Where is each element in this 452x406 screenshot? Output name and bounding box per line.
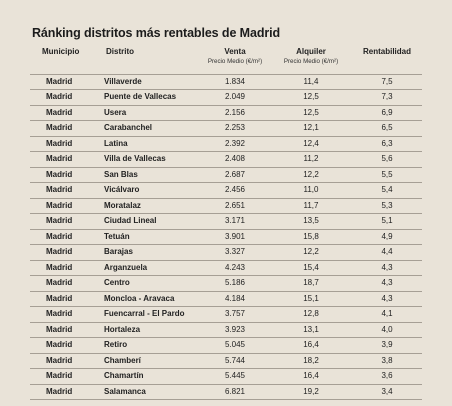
cell-rentabilidad: 3,4 xyxy=(352,384,422,400)
cell-alquiler: 12,8 xyxy=(270,307,352,323)
cell-venta: 5.186 xyxy=(200,276,270,292)
cell-rentabilidad: 4,3 xyxy=(352,276,422,292)
header-venta-sub: Precio Medio (€/m²) xyxy=(207,58,263,65)
ranking-table xyxy=(30,46,422,400)
cell-municipio: Madrid xyxy=(30,369,102,385)
table-row xyxy=(30,152,422,168)
cell-rentabilidad: 6,5 xyxy=(352,121,422,137)
cell-distrito: Centro xyxy=(102,276,200,292)
cell-municipio: Madrid xyxy=(30,183,102,199)
cell-venta: 2.392 xyxy=(200,136,270,152)
cell-rentabilidad: 4,0 xyxy=(352,322,422,338)
cell-distrito: San Blas xyxy=(102,167,200,183)
cell-distrito: Salamanca xyxy=(102,384,200,400)
cell-distrito: Chamartín xyxy=(102,369,200,385)
cell-distrito: Usera xyxy=(102,105,200,121)
cell-venta: 6.821 xyxy=(200,384,270,400)
cell-distrito: Ciudad Lineal xyxy=(102,214,200,230)
cell-venta: 2.049 xyxy=(200,90,270,106)
header-venta-label: Venta xyxy=(224,47,246,56)
cell-municipio: Madrid xyxy=(30,214,102,230)
table-header xyxy=(30,46,422,74)
cell-venta: 2.253 xyxy=(200,121,270,137)
cell-distrito: Chamberí xyxy=(102,353,200,369)
header-alquiler xyxy=(270,46,352,74)
cell-distrito: Vicálvaro xyxy=(102,183,200,199)
cell-rentabilidad: 5,4 xyxy=(352,183,422,199)
cell-distrito: Tetuán xyxy=(102,229,200,245)
cell-rentabilidad: 3,9 xyxy=(352,338,422,354)
cell-rentabilidad: 5,5 xyxy=(352,167,422,183)
cell-rentabilidad: 4,9 xyxy=(352,229,422,245)
cell-municipio: Madrid xyxy=(30,276,102,292)
header-alquiler-sub: Precio Medio (€/m²) xyxy=(283,58,339,65)
cell-municipio: Madrid xyxy=(30,338,102,354)
cell-municipio: Madrid xyxy=(30,121,102,137)
cell-venta: 3.923 xyxy=(200,322,270,338)
cell-municipio: Madrid xyxy=(30,167,102,183)
cell-rentabilidad: 5,6 xyxy=(352,152,422,168)
table-row xyxy=(30,198,422,214)
table-row xyxy=(30,90,422,106)
cell-municipio: Madrid xyxy=(30,322,102,338)
table-row xyxy=(30,214,422,230)
cell-venta: 3.901 xyxy=(200,229,270,245)
cell-alquiler: 11,2 xyxy=(270,152,352,168)
table-row xyxy=(30,307,422,323)
cell-distrito: Arganzuela xyxy=(102,260,200,276)
cell-rentabilidad: 7,5 xyxy=(352,74,422,90)
cell-distrito: Latina xyxy=(102,136,200,152)
cell-alquiler: 11,7 xyxy=(270,198,352,214)
cell-alquiler: 15,8 xyxy=(270,229,352,245)
table-row xyxy=(30,322,422,338)
cell-venta: 3.327 xyxy=(200,245,270,261)
cell-municipio: Madrid xyxy=(30,353,102,369)
header-distrito: Distrito xyxy=(102,46,200,74)
cell-distrito: Moncloa - Aravaca xyxy=(102,291,200,307)
cell-alquiler: 13,1 xyxy=(270,322,352,338)
cell-alquiler: 11,0 xyxy=(270,183,352,199)
cell-alquiler: 16,4 xyxy=(270,338,352,354)
page-title: Ránking distritos más rentables de Madrid xyxy=(32,26,281,40)
table-row xyxy=(30,384,422,400)
table-row xyxy=(30,136,422,152)
cell-alquiler: 16,4 xyxy=(270,369,352,385)
cell-rentabilidad: 4,3 xyxy=(352,260,422,276)
cell-alquiler: 18,2 xyxy=(270,353,352,369)
cell-venta: 5.744 xyxy=(200,353,270,369)
cell-alquiler: 12,5 xyxy=(270,90,352,106)
table-row xyxy=(30,353,422,369)
cell-alquiler: 11,4 xyxy=(270,74,352,90)
cell-alquiler: 12,2 xyxy=(270,167,352,183)
cell-rentabilidad: 3,6 xyxy=(352,369,422,385)
cell-venta: 2.651 xyxy=(200,198,270,214)
cell-rentabilidad: 4,1 xyxy=(352,307,422,323)
table-row xyxy=(30,167,422,183)
cell-alquiler: 15,1 xyxy=(270,291,352,307)
cell-venta: 3.171 xyxy=(200,214,270,230)
cell-distrito: Retiro xyxy=(102,338,200,354)
cell-alquiler: 12,5 xyxy=(270,105,352,121)
cell-municipio: Madrid xyxy=(30,105,102,121)
cell-rentabilidad: 4,3 xyxy=(352,291,422,307)
cell-rentabilidad: 7,3 xyxy=(352,90,422,106)
table-row xyxy=(30,276,422,292)
cell-rentabilidad: 4,4 xyxy=(352,245,422,261)
cell-distrito: Villa de Vallecas xyxy=(102,152,200,168)
cell-alquiler: 15,4 xyxy=(270,260,352,276)
cell-distrito: Villaverde xyxy=(102,74,200,90)
header-alquiler-label: Alquiler xyxy=(296,47,326,56)
cell-venta: 2.408 xyxy=(200,152,270,168)
table-row xyxy=(30,74,422,90)
cell-venta: 4.243 xyxy=(200,260,270,276)
cell-municipio: Madrid xyxy=(30,90,102,106)
cell-rentabilidad: 5,1 xyxy=(352,214,422,230)
cell-distrito: Fuencarral - El Pardo xyxy=(102,307,200,323)
table-row xyxy=(30,291,422,307)
cell-distrito: Puente de Vallecas xyxy=(102,90,200,106)
cell-venta: 5.445 xyxy=(200,369,270,385)
cell-venta: 2.156 xyxy=(200,105,270,121)
table-row xyxy=(30,105,422,121)
cell-rentabilidad: 6,9 xyxy=(352,105,422,121)
header-venta xyxy=(200,46,270,74)
cell-venta: 2.687 xyxy=(200,167,270,183)
cell-distrito: Carabanchel xyxy=(102,121,200,137)
cell-alquiler: 12,4 xyxy=(270,136,352,152)
table-row xyxy=(30,338,422,354)
cell-venta: 5.045 xyxy=(200,338,270,354)
cell-venta: 3.757 xyxy=(200,307,270,323)
cell-distrito: Hortaleza xyxy=(102,322,200,338)
cell-alquiler: 12,2 xyxy=(270,245,352,261)
table-body xyxy=(30,74,422,400)
cell-venta: 4.184 xyxy=(200,291,270,307)
cell-municipio: Madrid xyxy=(30,307,102,323)
cell-alquiler: 18,7 xyxy=(270,276,352,292)
table-row xyxy=(30,369,422,385)
cell-municipio: Madrid xyxy=(30,198,102,214)
cell-rentabilidad: 3,8 xyxy=(352,353,422,369)
cell-municipio: Madrid xyxy=(30,291,102,307)
table-row xyxy=(30,245,422,261)
cell-distrito: Barajas xyxy=(102,245,200,261)
cell-venta: 2.456 xyxy=(200,183,270,199)
cell-alquiler: 13,5 xyxy=(270,214,352,230)
table-row xyxy=(30,183,422,199)
cell-municipio: Madrid xyxy=(30,260,102,276)
cell-municipio: Madrid xyxy=(30,136,102,152)
cell-municipio: Madrid xyxy=(30,384,102,400)
table-row xyxy=(30,121,422,137)
table-row xyxy=(30,260,422,276)
cell-municipio: Madrid xyxy=(30,152,102,168)
header-municipio: Municipio xyxy=(30,46,102,74)
cell-distrito: Moratalaz xyxy=(102,198,200,214)
header-rentabilidad: Rentabilidad xyxy=(352,46,422,74)
cell-municipio: Madrid xyxy=(30,245,102,261)
table-row xyxy=(30,229,422,245)
cell-alquiler: 19,2 xyxy=(270,384,352,400)
cell-rentabilidad: 6,3 xyxy=(352,136,422,152)
cell-municipio: Madrid xyxy=(30,74,102,90)
cell-alquiler: 12,1 xyxy=(270,121,352,137)
cell-venta: 1.834 xyxy=(200,74,270,90)
cell-municipio: Madrid xyxy=(30,229,102,245)
cell-rentabilidad: 5,3 xyxy=(352,198,422,214)
